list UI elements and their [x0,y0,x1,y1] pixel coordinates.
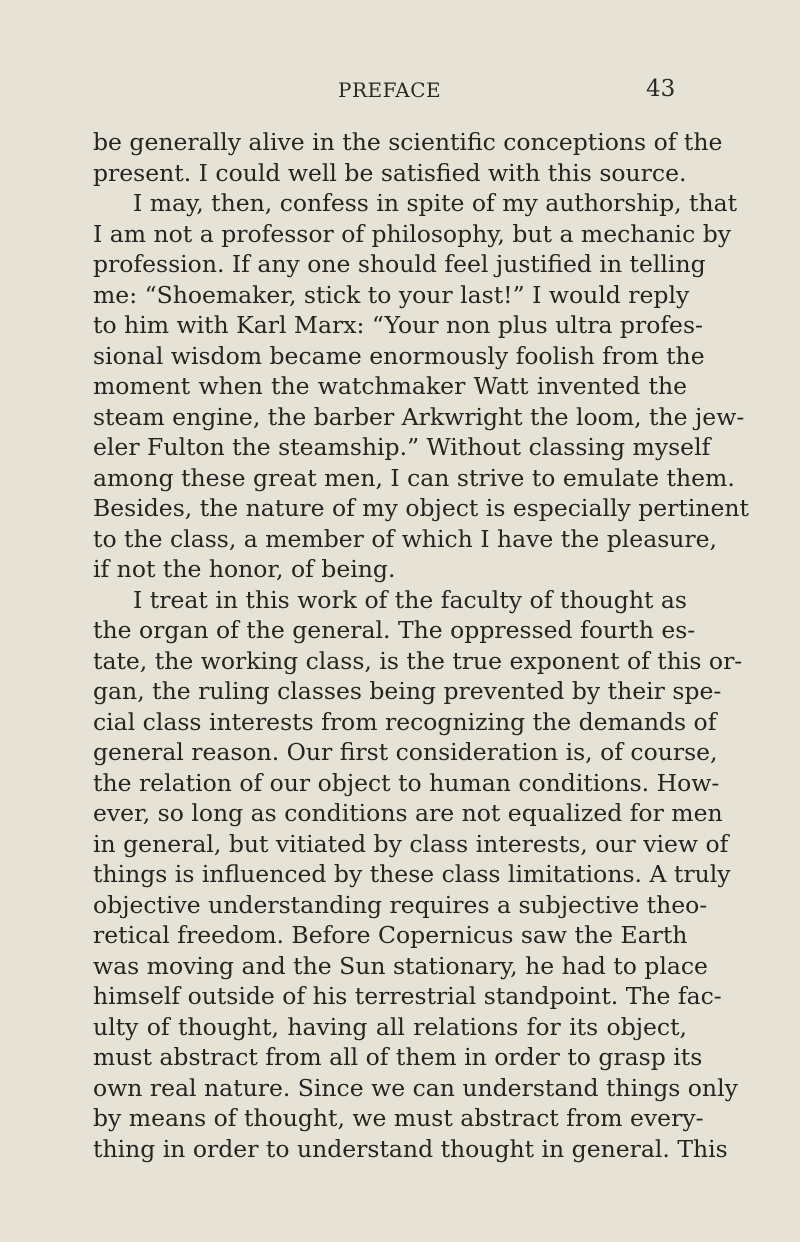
page-number: 43 [646,76,676,102]
text-line: things is influenced by these class limitations. A truly [93,860,731,888]
text-line: to him with Karl Marx: “Your non plus ultra profes- [93,311,703,339]
text-line: me: “Shoemaker, stick to your last!” I would reply [93,280,690,309]
text-line: in general, but vitiated by class interests, our view of [93,829,729,858]
text-line: objective understanding requires a subjective theo- [93,890,708,919]
text-line: himself outside of his terrestrial standpoint. The fac- [93,982,722,1010]
text-line: cial class interests from recognizing the demands of [93,707,717,736]
text-line: steam engine, the barber Arkwright the loom, the jew- [93,402,745,431]
text-line: moment when the watchmaker Watt invented the [93,372,687,400]
text-line: present. I could well be satisfied with this source. [93,158,687,187]
running-title: PREFACE [338,78,442,102]
text-line: the relation of our object to human conditions. How- [93,768,720,797]
text-line: general reason. Our first consideration is, of course, [93,738,718,766]
text-line: I am not a professor of philosophy, but a mechanic by [93,219,732,248]
text-line: the organ of the general. The oppressed fourth es- [93,616,696,644]
text-line: ulty of thought, having all relations for its object, [93,1012,687,1041]
text-line: if not the honor, of being. [93,555,396,583]
text-line: retical freedom. Before Copernicus saw the Earth [93,921,688,949]
text-line: among these great men, I can strive to emulate them. [93,463,735,492]
text-line: sional wisdom became enormously foolish from the [93,341,705,370]
text-line: was moving and the Sun stationary, he had to place [93,951,708,980]
text-line: Besides, the nature of my object is especially pertinent [93,494,749,522]
text-line: to the class, a member of which I have the pleasure, [93,524,718,553]
text-line: I treat in this work of the faculty of thought as [133,585,687,614]
text-line: thing in order to understand thought in general. This [93,1134,728,1163]
running-head [0,78,800,108]
text-line: by means of thought, we must abstract from every- [93,1104,704,1132]
text-line: tate, the working class, is the true exponent of this or- [93,646,743,675]
text-line: own real nature. Since we can understand things only [93,1073,738,1102]
text-line: I may, then, confess in spite of my authorship, that [133,189,738,217]
body-text [93,127,749,1164]
text-line: gan, the ruling classes being prevented by their spe- [93,677,722,705]
text-line: be generally alive in the scientific conceptions of the [93,128,723,156]
text-line: ever, so long as conditions are not equalized for men [93,799,723,827]
text-line: must abstract from all of them in order to grasp its [93,1043,703,1071]
text-line: eler Fulton the steamship.” Without classing myself [93,433,711,461]
text-line: profession. If any one should feel justified in telling [93,250,706,278]
